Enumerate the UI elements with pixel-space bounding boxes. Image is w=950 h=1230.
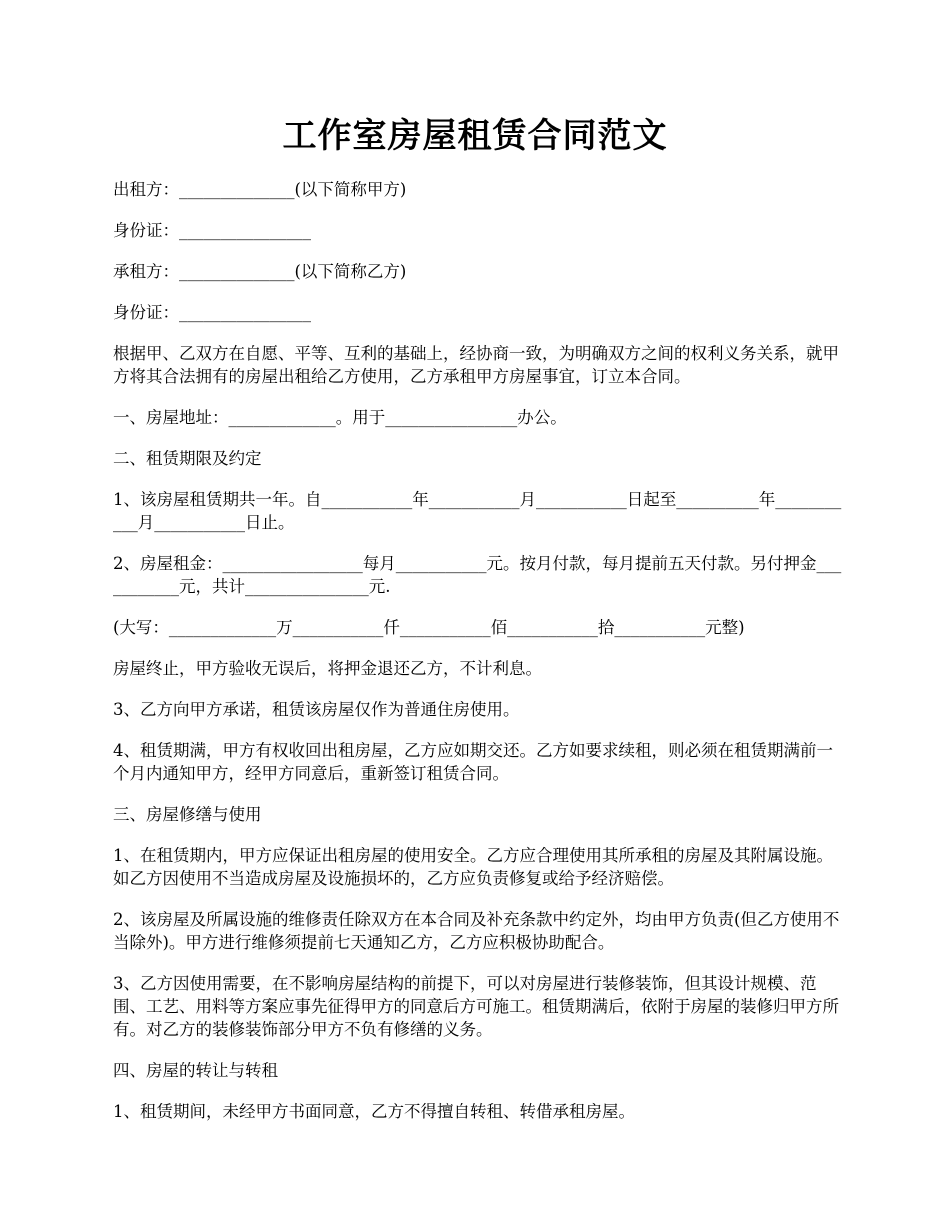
paragraph-lessor: 出租方：______________(以下简称甲方) — [113, 180, 407, 199]
paragraph-repair-1: 1、在租赁期内，甲方应保证出租房屋的使用安全。乙方应合理使用其所承租的房屋及其附属设施。如乙方因使用不当造成房屋及设施损坏的，乙方应负责修复或给予经济赔偿。 — [113, 846, 833, 888]
paragraph-lessee-id: 身份证：________________ — [113, 303, 311, 322]
paragraph-transfer-1: 1、租赁期间，未经甲方书面同意，乙方不得擅自转租、转借承租房屋。 — [113, 1102, 635, 1121]
paragraph-renewal: 4、租赁期满，甲方有权收回出租房屋，乙方应如期交还。乙方如要求续租，则必须在租赁期满前一个月内通知甲方，经甲方同意后，重新签订租赁合同。 — [113, 741, 833, 783]
section-heading-repair: 三、房屋修缮与使用 — [113, 805, 262, 824]
paragraph-repair-3: 3、乙方因使用需要，在不影响房屋结构的前提下，可以对房屋进行装修装饰，但其设计规模、范围、工艺、用料等方案应事先征得甲方的同意后方可施工。租赁期满后，依附于房屋的装修归甲方所有。对乙方的装修装饰部分甲方不负有修缮的义务。 — [113, 974, 839, 1039]
paragraph-term: 1、该房屋租赁期共一年。自___________年___________月___________日起至__________年___________月___________日止。 — [113, 490, 842, 532]
section-heading-transfer: 四、房屋的转让与转租 — [113, 1061, 278, 1080]
paragraph-lessee: 承租方：______________(以下简称乙方) — [113, 262, 407, 281]
document-body — [113, 178, 843, 1141]
paragraph-rent: 2、房屋租金：_________________每月___________元。按月付款，每月提前五天付款。另付押金___________元，共计_______________元. — [113, 554, 842, 596]
paragraph-address: 一、房屋地址：_____________。用于________________办公。 — [113, 408, 567, 427]
paragraph-preamble: 根据甲、乙双方在自愿、平等、互利的基础上，经协商一致，为明确双方之间的权利义务关系，就甲方将其合法拥有的房屋出租给乙方使用，乙方承租甲方房屋事宜，订立本合同。 — [113, 344, 839, 386]
paragraph-usage-promise: 3、乙方向甲方承诺，租赁该房屋仅作为普通住房使用。 — [113, 700, 520, 719]
section-heading-term: 二、租赁期限及约定 — [113, 449, 262, 468]
paragraph-rent-uppercase: (大写：_____________万___________仟___________佰___________拾___________元整) — [113, 618, 745, 637]
paragraph-deposit-refund: 房屋终止，甲方验收无误后，将押金退还乙方，不计利息。 — [113, 659, 542, 678]
paragraph-lessor-id: 身份证：________________ — [113, 221, 311, 240]
document-title: 工作室房屋租赁合同范文 — [282, 116, 668, 156]
paragraph-repair-2: 2、该房屋及所属设施的维修责任除双方在本合同及补充条款中约定外，均由甲方负责(但乙方使用不当除外)。甲方进行维修须提前七天通知乙方，乙方应积极协助配合。 — [113, 910, 840, 952]
